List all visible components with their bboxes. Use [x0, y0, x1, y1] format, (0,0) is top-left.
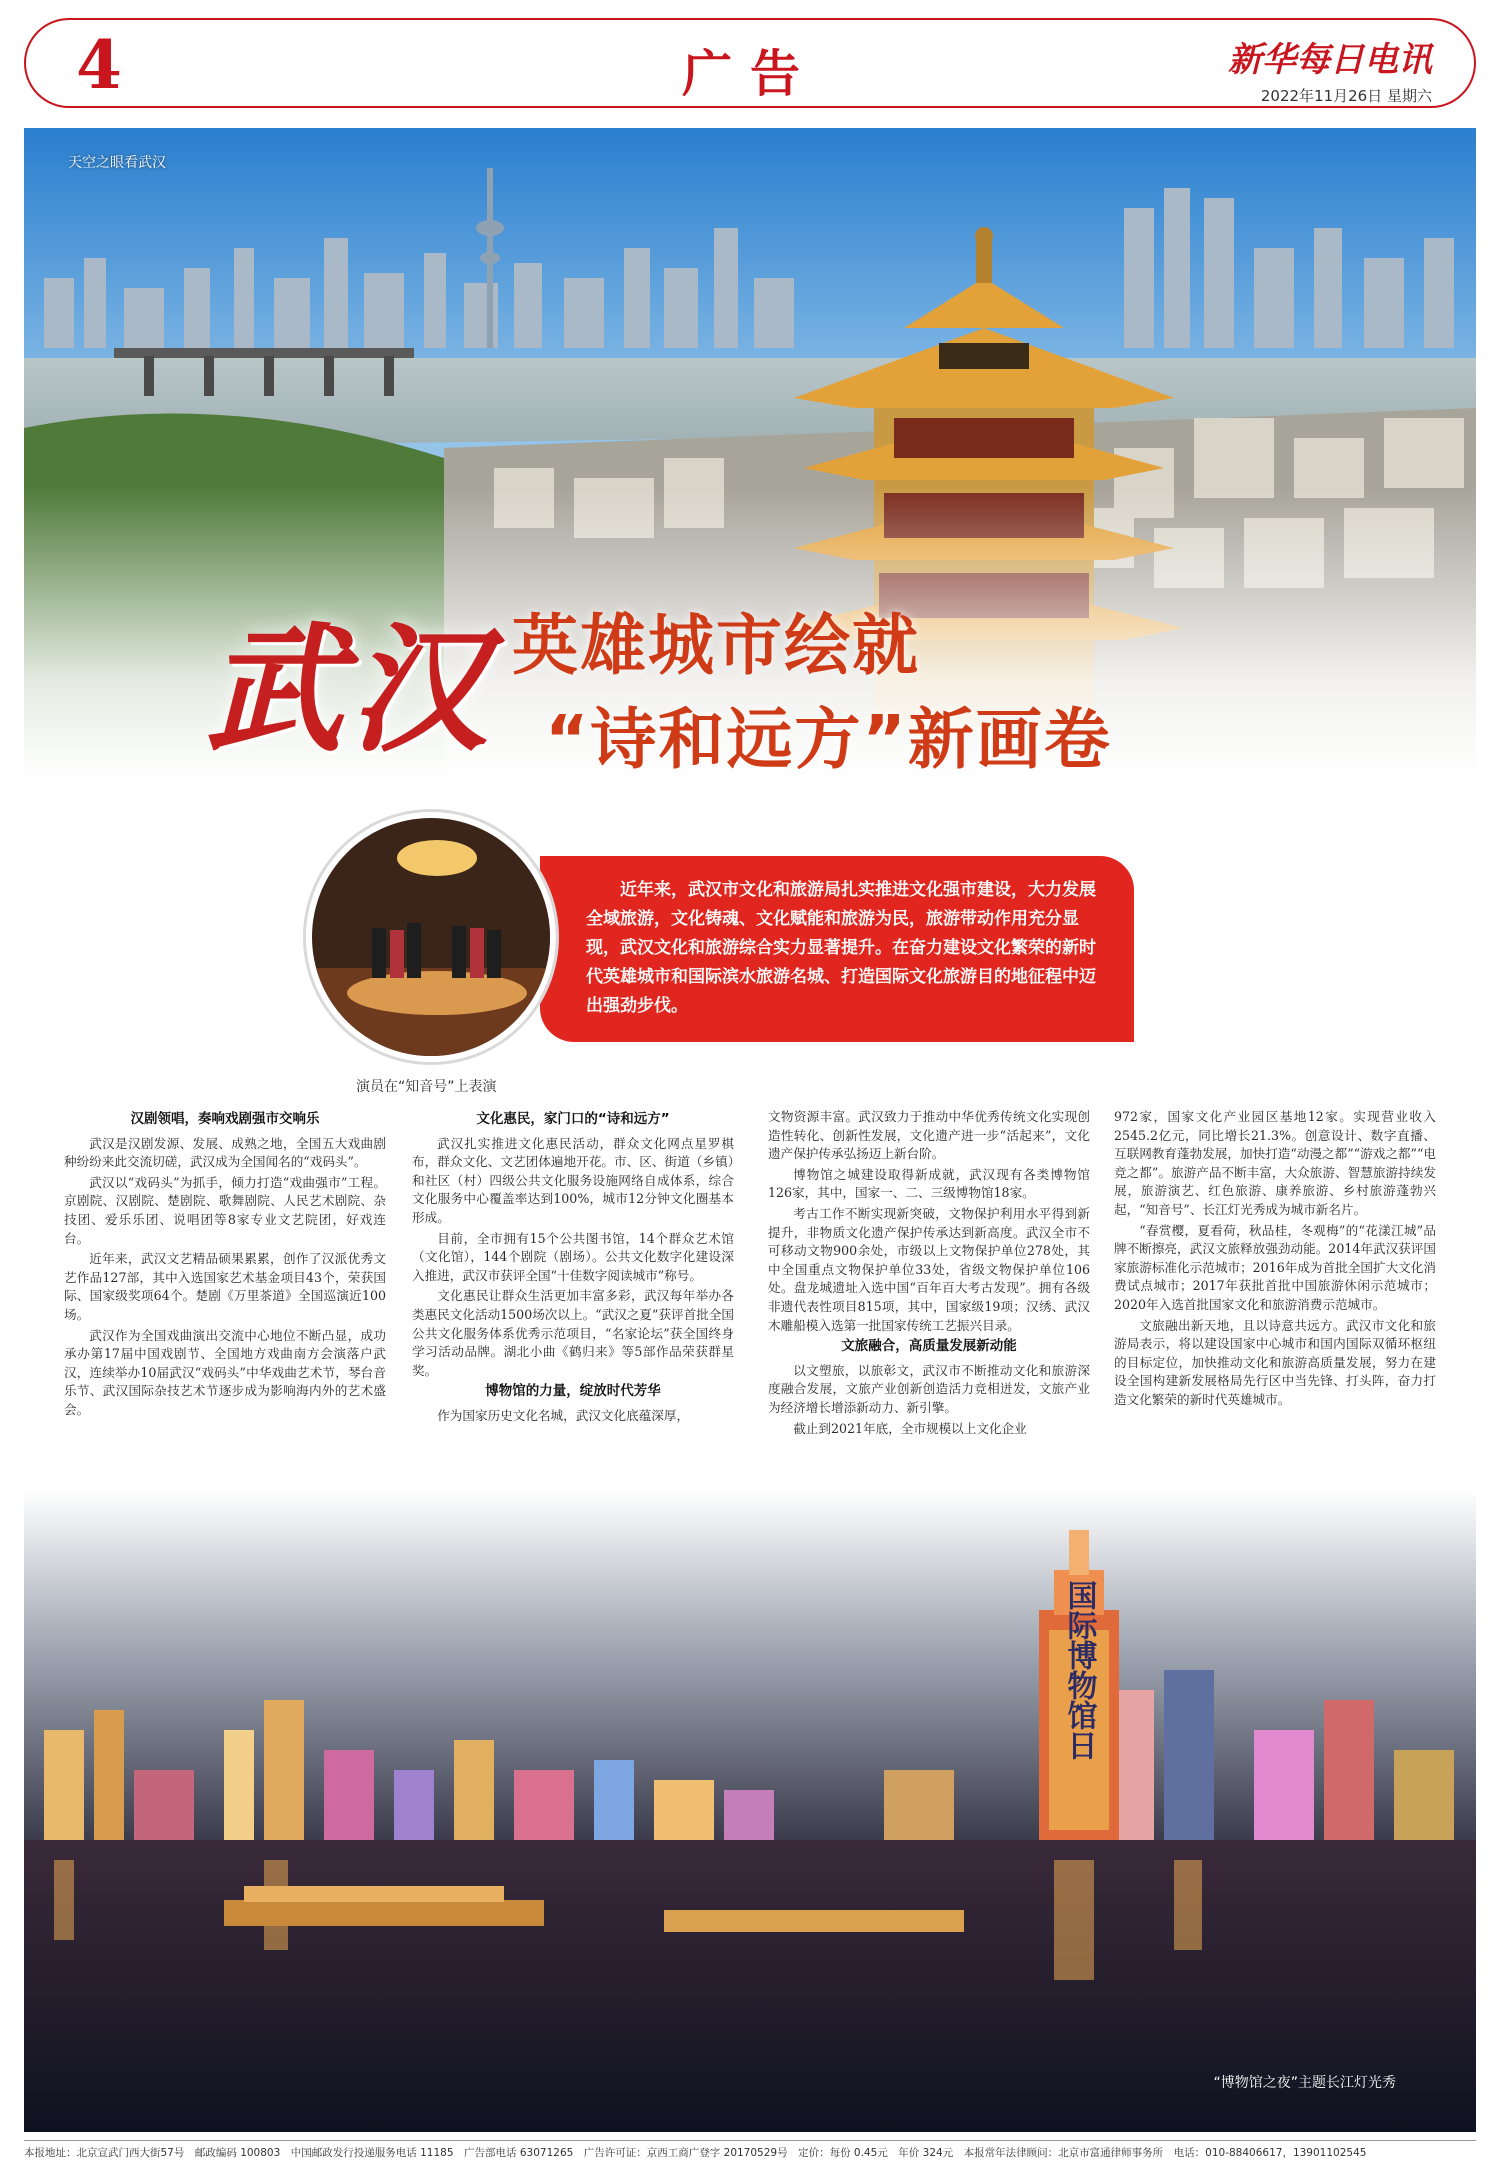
- paragraph: 博物馆之城建设取得新成就，武汉现有各类博物馆126家，其中，国家一、二、三级博物馆18家。: [768, 1166, 1090, 1201]
- intro-box: [540, 856, 1134, 1042]
- performance-photo: [306, 812, 556, 1062]
- subheading-culture-benefits: 文化惠民，家门口的“诗和远方”: [476, 1111, 670, 1127]
- headline-line-2: “诗和远方”新画卷: [545, 701, 1112, 778]
- article-column-1: [64, 1108, 386, 1422]
- article-column-4: [1114, 1108, 1436, 1412]
- paragraph: 972家，国家文化产业园区基地12家。实现营业收入2545.2亿元，同比增长21.3%。创意设计、数字直播、互联网教育蓬勃发展，加快打造“动漫之都”“游戏之都”“电竞之都”。旅游产品不断丰富，大众旅游、智慧旅游持续发展，旅游演艺、红色旅游、康养旅游、乡村旅游蓬勃兴起，“知音号”、长江灯光秀成为城市新名片。: [1114, 1109, 1436, 1217]
- night-photo-caption: “博物馆之夜”主题长江灯光秀: [1213, 2075, 1396, 2091]
- article-column-2: [412, 1108, 734, 1428]
- subheading-integration: 文旅融合，高质量发展新动能: [841, 1338, 1017, 1355]
- paragraph: 以文塑旅，以旅彰文，武汉市不断推动文化和旅游深度融合发展，文旅产业创新创造活力竞相迸发，文旅产业为经济增长增添新动力、新引擎。: [768, 1362, 1090, 1415]
- paragraph: 截止到2021年底，全市规模以上文化企业: [793, 1420, 1027, 1436]
- issue-date: 2022年11月26日 星期六: [1260, 87, 1432, 105]
- brand-block: [1228, 32, 1432, 106]
- section-title: 广告: [682, 44, 818, 103]
- subheading-museums: 博物馆的力量，绽放时代芳华: [485, 1383, 661, 1400]
- paragraph: 目前，全市拥有15个公共图书馆，14个群众艺术馆（文化馆），144个剧院（剧场）。公共文化数字化建设深入推进，武汉市获评全国“十佳数字阅读城市”称号。: [412, 1230, 734, 1283]
- intro-text: 近年来，武汉市文化和旅游局扎实推进文化强市建设，大力发展全域旅游，文化铸魂、文化赋能和旅游为民，旅游带动作用充分显现，武汉文化和旅游综合实力显著提升。在奋力建设文化繁荣的新时代英雄城市和国际滨水旅游名城、打造国际文化旅游目的地征程中迈出强劲步伐。: [586, 880, 1096, 1016]
- subheading-opera: 汉剧领唱，奏响戏剧强市交响乐: [130, 1111, 320, 1127]
- headline-wuhan: 武汉: [205, 608, 494, 771]
- page-number: 4: [76, 26, 122, 104]
- headline-line-1: 英雄城市绘就: [512, 607, 920, 684]
- paragraph: 武汉以“戏码头”为抓手，倾力打造“戏曲强市”工程。京剧院、汉剧院、楚剧院、歌舞剧院、人民艺术剧院、杂技团、爱乐乐团、说唱团等8家专业文艺院团，好戏连台。: [64, 1174, 386, 1246]
- newspaper-logo: 新华每日电讯: [1228, 40, 1432, 80]
- night-skyline-illustration: [24, 1490, 1476, 2132]
- footer-imprint: 本报地址：北京宣武门西大街57号 邮政编码 100803 中国邮政发行投递服务电话 11185 广告部电话 63071265 广告许可证：京西工商广登字 20170529号 定价：每份 0.45元 年价 324元 本报常年法律顾问：北京市富通律师事务所 电话：010-88406617，13901102545: [24, 2140, 1476, 2162]
- night-light-show-photo: [24, 1490, 1476, 2132]
- paragraph: 文旅融出新天地，且以诗意共远方。武汉市文化和旅游局表示，将以建设国家中心城市和国内国际双循环枢纽的目标定位，加快推动文化和旅游高质量发展，努力在建设全国构建新发展格局先行区中当先锋、打头阵，奋力打造文化繁荣的新时代英雄城市。: [1114, 1317, 1436, 1407]
- paragraph: 考古工作不断实现新突破，文物保护利用水平得到新提升，非物质文化遗产保护传承达到新高度。武汉全市不可移动文物900余处，市级以上文物保护单位278处，其中全国重点文物保护单位33处，省级文物保护单位106处。盘龙城遗址入选中国“百年百大考古发现”。拥有各级非遗代表性项目815项，其中，国家级19项；汉绣、武汉木雕船模入选第一批国家传统工艺振兴目录。: [768, 1205, 1090, 1333]
- masthead: [24, 18, 1476, 108]
- paragraph: 武汉作为全国戏曲演出交流中心地位不断凸显，成功承办第17届中国戏剧节、全国地方戏曲南方会演落户武汉，连续举办10届武汉“戏码头”中华戏曲艺术节，琴台音乐节、武汉国际杂技艺术节逐步成为影响海内外的艺术盛会。: [64, 1327, 386, 1417]
- paragraph: 近年来，武汉文艺精品硕果累累，创作了汉派优秀文艺作品127部，其中入选国家艺术基金项目43个，荣获国际、国家级奖项64个。楚剧《万里茶道》全国巡演近100场。: [64, 1251, 386, 1322]
- hero-photo-caption: 天空之眼看武汉: [68, 155, 166, 171]
- paragraph: “春赏樱，夏看荷，秋品桂，冬观梅”的“花漾江城”品牌不断擦亮，武汉文旅释放强劲动能。2014年武汉获评国家旅游标准化示范城市；2016年成为首批全国扩大文化消费试点城市；2017年获批首批中国旅游休闲示范城市；2020年入选首批国家文化和旅游消费示范城市。: [1114, 1222, 1436, 1312]
- paragraph: 文物资源丰富。武汉致力于推动中华优秀传统文化实现创造性转化、创新性发展，文化遗产进一步“活起来”，文化遗产保护传承弘扬迈上新台阶。: [768, 1109, 1090, 1162]
- paragraph: 武汉是汉剧发源、发展、成熟之地，全国五大戏曲剧种纷纷来此交流切磋，武汉成为全国闻名的“戏码头”。: [64, 1135, 386, 1170]
- paragraph: 武汉扎实推进文化惠民活动，群众文化网点星罗棋布，群众文化、文艺团体遍地开花。市、区、街道（乡镇）和社区（村）四级公共文化服务设施网络自成体系，综合文化服务中心覆盖率达到100%，城市12分钟文化圈基本形成。: [412, 1135, 734, 1225]
- paragraph: 作为国家历史文化名城，武汉文化底蕴深厚，: [437, 1407, 690, 1423]
- performance-photo-caption: 演员在“知音号”上表演: [356, 1079, 497, 1095]
- article-body: [64, 1108, 1436, 1468]
- paragraph: 文化惠民让群众生活更加丰富多彩，武汉每年举办各类惠民文化活动1500场次以上。“武汉之夏”获评首批全国公共文化服务体系优秀示范项目，“名家论坛”获全国终身学习活动品牌。湖北小曲《鹤归来》等5部作品荣获群星奖。: [412, 1288, 734, 1378]
- tower-light-text: 国际博物馆日: [1061, 1580, 1097, 1760]
- article-column-3: [768, 1108, 1090, 1440]
